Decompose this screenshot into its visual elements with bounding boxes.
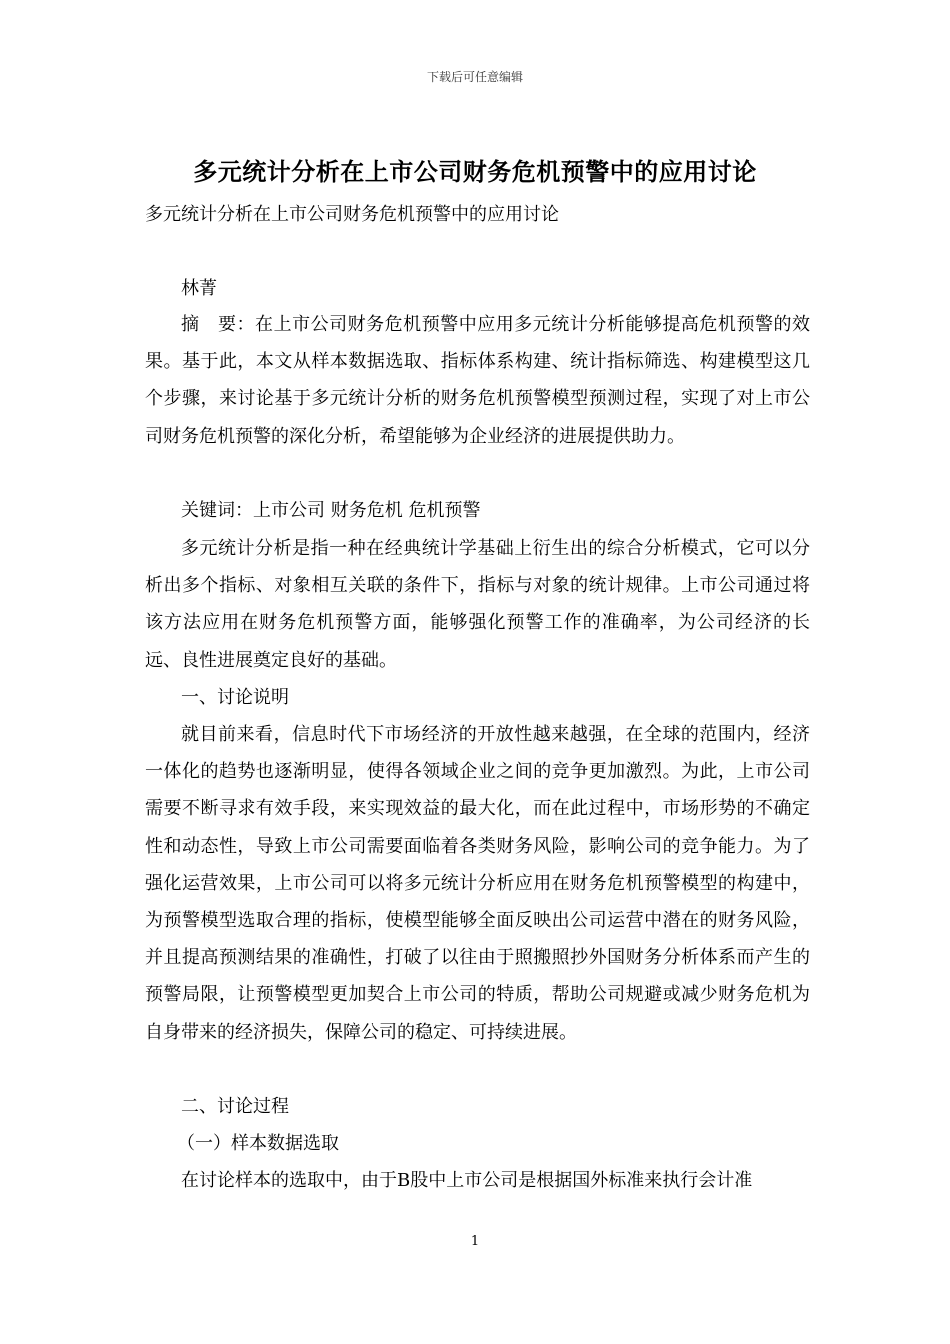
section-heading-1: 一、讨论说明 xyxy=(181,687,289,708)
abstract-paragraph: 摘 要：在上市公司财务危机预警中应用多元统计分析能够提高危机预警的效果。基于此，本文从样本数据选取、指标体系构建、统计指标筛选、构建模型这几个步骤，来讨论基于多元统计分析的财务危机预警模型预测过程，实现了对上市公司财务危机预警的深化分析，希望能够为企业经济的进展提供助力。 xyxy=(145,314,810,447)
page-number: 1 xyxy=(470,1234,480,1249)
document-subtitle: 多元统计分析在上市公司财务危机预警中的应用讨论 xyxy=(145,204,559,225)
author-name: 林菁 xyxy=(181,278,217,299)
page-header: 下载后可任意编辑 xyxy=(426,70,523,84)
intro-paragraph: 多元统计分析是指一种在经典统计学基础上衍生出的综合分析模式，它可以分析出多个指标、对象相互关联的条件下，指标与对象的统计规律。上市公司通过将该方法应用在财务危机预警方面，能够强化预警工作的准确率，为公司经济的长远、良性进展奠定良好的基础。 xyxy=(145,538,810,671)
document-title: 多元统计分析在上市公司财务危机预警中的应用讨论 xyxy=(193,157,757,186)
subsection-heading-1: （一）样本数据选取 xyxy=(177,1133,339,1154)
section-1-paragraph: 就目前来看，信息时代下市场经济的开放性越来越强，在全球的范围内，经济一体化的趋势也逐渐明显，使得各领域企业之间的竞争更加激烈。为此，上市公司需要不断寻求有效手段，来实现效益的最大化，而在此过程中，市场形势的不确定性和动态性，导致上市公司需要面临着各类财务风险，影响公司的竞争能力。为了强化运营效果，上市公司可以将多元统计分析应用在财务危机预警模型的构建中，为预警模型选取合理的指标，使模型能够全面反映出公司运营中潜在的财务风险，并且提高预测结果的准确性，打破了以往由于照搬照抄外国财务分析体系而产生的预警局限，让预警模型更加契合上市公司的特质，帮助公司规避或减少财务危机为自身带来的经济损失，保障公司的稳定、可持续进展。 xyxy=(145,724,810,1043)
section-heading-2: 二、讨论过程 xyxy=(181,1096,289,1117)
keywords-line: 关键词：上市公司 财务危机 危机预警 xyxy=(181,500,481,521)
subsection-1-paragraph: 在讨论样本的选取中，由于B股中上市公司是根据国外标准来执行会计准 xyxy=(181,1170,753,1191)
